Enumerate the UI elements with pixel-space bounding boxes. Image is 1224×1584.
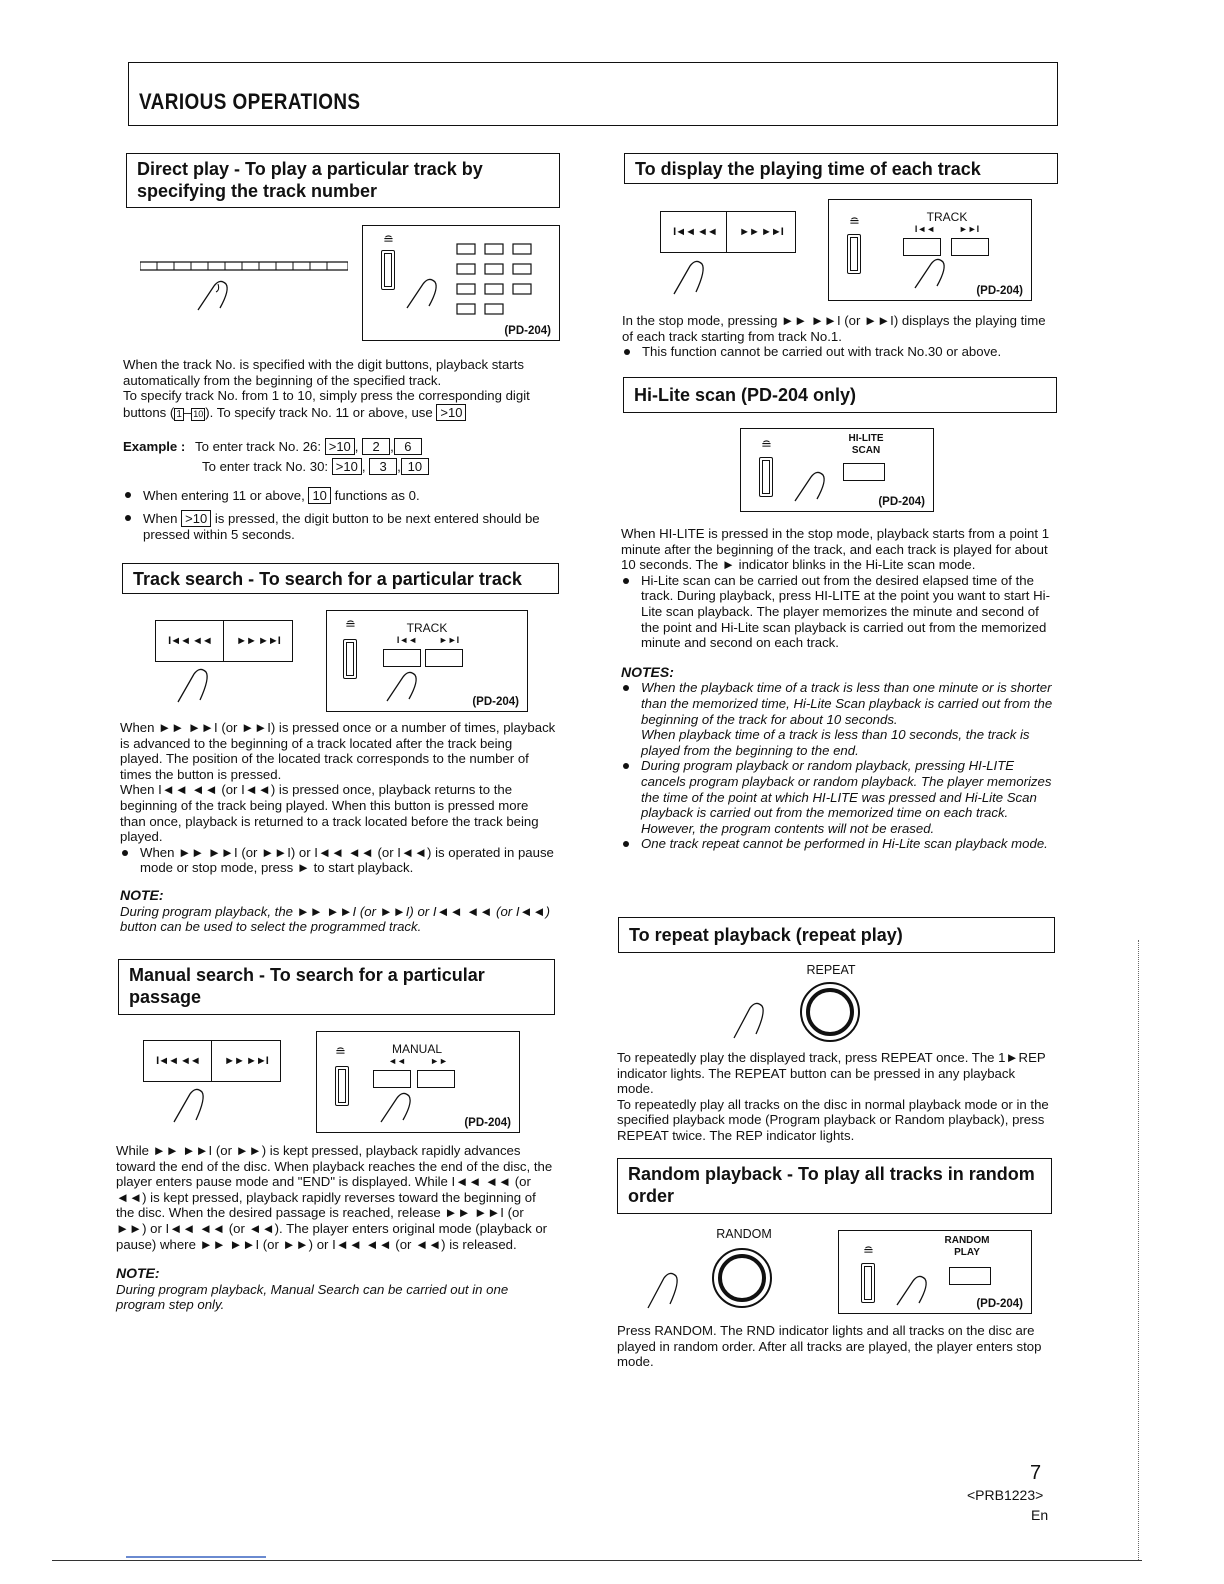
skip-forward-button: ►► ►►I bbox=[726, 211, 796, 253]
display-time-heading: To display the playing time of each track bbox=[624, 153, 1058, 184]
list-item: This function cannot be carried out with track No.30 or above. bbox=[622, 344, 1058, 360]
list-item: When ►► ►►I (or ►►I) or I◄◄ ◄◄ (or I◄◄) is operated in pause mode or stop mode, press ► to start playback. bbox=[120, 845, 557, 876]
model-tag: (PD-204) bbox=[504, 325, 551, 337]
pointing-finger-icon bbox=[196, 278, 236, 312]
hilite-scan-key bbox=[843, 463, 885, 481]
model-tag: (PD-204) bbox=[976, 1298, 1023, 1310]
hilite-panel bbox=[740, 428, 934, 512]
manual-search-body bbox=[116, 1143, 554, 1313]
skip-back-button: I◄◄ ◄◄ bbox=[155, 620, 225, 662]
track-search-body bbox=[120, 720, 557, 935]
manual-search-heading: Manual search - To search for a particular passage bbox=[118, 959, 555, 1015]
manual-rew-key bbox=[373, 1070, 411, 1088]
panel-label: TRACK bbox=[926, 210, 968, 224]
digit-keypad-icon bbox=[455, 242, 539, 318]
track-prev-key bbox=[383, 649, 421, 667]
skip-buttons bbox=[155, 620, 293, 662]
pointing-finger-icon bbox=[405, 276, 445, 310]
eject-icon: ≘ bbox=[849, 214, 860, 229]
display-time-p1: In the stop mode, pressing ►► ►►I (or ►►I) displays the playing time of each track starting from track No.1. bbox=[622, 313, 1046, 344]
page-title: VARIOUS OPERATIONS bbox=[139, 89, 361, 114]
track-search-p2: When I◄◄ ◄◄ (or I◄◄) is pressed once, playback returns to the beginning of the track being played. When this button is pressed more than once, playback is returned to a track located before the track being played. bbox=[120, 782, 539, 845]
scan-edge-line bbox=[1138, 940, 1139, 1560]
page-header bbox=[128, 62, 1058, 126]
manual-search-p1: While ►► ►►I (or ►►) is kept pressed, playback rapidly advances toward the end of the disc. When playback reaches the end of the disc, the player enters pause mode and "END" is displayed. While I◄◄ ◄◄ (or ◄◄) is kept pressed, playback rapidly reverses toward the beginning of the disc. When the desired passage is reached, release ►► ►►I (or ►►) or I◄◄ ◄◄ (or ◄◄). The player enters original mode (playback or pause) where ►► ►►I (or ►►) or I◄◄ ◄◄ (or ◄◄) is released. bbox=[116, 1143, 553, 1252]
pointing-finger-icon bbox=[385, 669, 425, 703]
track-next-key bbox=[425, 649, 463, 667]
list-item: Hi-Lite scan can be carried out from the desired elapsed time of the track. During playback, press HI-LITE at the point you want to start Hi-Lite scan playback. The player memorizes the minute and second of the point and Hi-Lite scan playback is carried out from the memorized minute and second on each track. bbox=[621, 573, 1058, 651]
display-time-body bbox=[622, 313, 1058, 360]
skip-forward-icon: ►►I bbox=[958, 224, 980, 234]
list-item: One track repeat cannot be performed in Hi-Lite scan playback mode. bbox=[621, 836, 1058, 852]
eject-icon: ≘ bbox=[345, 617, 356, 632]
pointing-finger-icon bbox=[793, 469, 833, 503]
panel-label: RANDOM PLAY bbox=[944, 1235, 990, 1258]
random-panel bbox=[838, 1230, 1032, 1314]
model-tag: (PD-204) bbox=[472, 696, 519, 708]
list-item: When the playback time of a track is less than one minute or is shorter than the memorized time, Hi-Lite Scan playback is carried out from the beginning of the track for about 10 seconds. When playback time of a track is less than 10 seconds, the track is played from the beginning to the end. bbox=[621, 680, 1058, 758]
pointing-finger-icon bbox=[176, 666, 216, 704]
panel-label: MANUAL bbox=[391, 1042, 442, 1056]
random-body bbox=[617, 1323, 1053, 1370]
digit-buttons-illustration bbox=[140, 258, 348, 270]
note-label: NOTE: bbox=[116, 1265, 160, 1282]
model-tag: (PD-204) bbox=[976, 285, 1023, 297]
repeat-body bbox=[617, 1050, 1053, 1144]
direct-play-p2: To specify track No. from 1 to 10, simply press the corresponding digit buttons ( 1 – 10 ). To specify track No. 11 or above, use >10 bbox=[123, 388, 530, 420]
disc-slot bbox=[759, 457, 773, 497]
disc-slot bbox=[343, 639, 357, 679]
random-play-key bbox=[949, 1267, 991, 1285]
list-item: When >10 is pressed, the digit button to be next entered should be pressed within 5 seconds. bbox=[123, 510, 560, 543]
repeat-heading: To repeat playback (repeat play) bbox=[618, 917, 1055, 953]
direct-play-bullets bbox=[123, 487, 560, 543]
key-gt10: >10 bbox=[436, 404, 466, 421]
repeat-button-illustration bbox=[732, 978, 864, 1044]
time-prev-key bbox=[903, 238, 941, 256]
skip-back-icon: I◄◄ bbox=[914, 224, 936, 234]
bottom-accent-rule bbox=[126, 1556, 266, 1558]
hilite-body bbox=[621, 526, 1058, 852]
list-item: When entering 11 or above, 10 functions as 0. bbox=[123, 487, 560, 504]
direct-play-example: Example : To enter track No. 26: >10 , 2 , 6 To enter track No. 30: >10 , 3 , 10 bbox=[123, 438, 560, 478]
eject-icon: ≘ bbox=[335, 1044, 346, 1059]
language-tag: En bbox=[1031, 1507, 1049, 1523]
random-heading: Random playback - To play all tracks in random order bbox=[617, 1158, 1052, 1214]
pointing-finger-icon bbox=[913, 256, 953, 290]
direct-play-p1: When the track No. is specified with the digit buttons, playback starts automatically from the beginning of the specified track. bbox=[123, 357, 524, 388]
track-search-p1: When ►► ►►I (or ►►I) is pressed once or a number of times, playback is advanced to the beginning of a track located after the track being played. The position of the located track corresponds to the number of times the button is pressed. bbox=[120, 720, 556, 782]
eject-icon: ≘ bbox=[383, 232, 394, 247]
skip-back-icon: I◄◄ bbox=[396, 635, 418, 645]
fast-forward-button: ►► ►►I bbox=[211, 1040, 281, 1082]
note-label: NOTE: bbox=[120, 886, 164, 903]
display-time-panel bbox=[828, 199, 1032, 301]
page-number: 7 bbox=[1030, 1462, 1042, 1484]
disc-slot bbox=[335, 1066, 349, 1106]
model-tag: (PD-204) bbox=[464, 1117, 511, 1129]
random-button-illustration bbox=[646, 1244, 776, 1314]
document-code: <PRB1223> bbox=[967, 1487, 1044, 1503]
manual-ff-key bbox=[417, 1070, 455, 1088]
scan-buttons bbox=[143, 1040, 281, 1082]
direct-play-panel bbox=[362, 225, 560, 341]
bottom-rule bbox=[52, 1560, 1142, 1561]
disc-slot bbox=[861, 1263, 875, 1303]
skip-back-button: I◄◄ ◄◄ bbox=[660, 211, 730, 253]
skip-forward-button: ►► ►►I bbox=[223, 620, 293, 662]
repeat-label: REPEAT bbox=[806, 963, 856, 977]
panel-label: HI-LITE SCAN bbox=[848, 433, 884, 456]
pointing-finger-icon bbox=[895, 1273, 935, 1307]
rewind-button: I◄◄ ◄◄ bbox=[143, 1040, 213, 1082]
direct-play-heading: Direct play - To play a particular track by specifying the track number bbox=[126, 153, 560, 208]
disc-slot bbox=[847, 234, 861, 274]
rewind-icon: ◄◄ bbox=[388, 1056, 406, 1066]
list-item: During program playback or random playback, pressing HI-LITE cancels program playback or random playback. The player memorizes the time of the point at which HI-LITE was pressed and Hi-Lite Scan playback is carried out from the memorized time on each track. However, the program contents will not be erased. bbox=[621, 758, 1058, 836]
skip-buttons bbox=[660, 211, 796, 253]
track-search-note: During program playback, the ►► ►►I (or ►►I) or I◄◄ ◄◄ (or I◄◄) button can be used to select the programmed track. bbox=[120, 903, 550, 935]
disc-slot bbox=[381, 250, 395, 290]
model-tag: (PD-204) bbox=[878, 496, 925, 508]
direct-play-body bbox=[123, 357, 560, 421]
hilite-p1: When HI-LITE is pressed in the stop mode, playback starts from a point 1 minute after the beginning of the track, and each track is played for about 10 seconds. The ► indicator blinks in the Hi-Lite scan mode. bbox=[621, 526, 1050, 573]
hilite-heading: Hi-Lite scan (PD-204 only) bbox=[623, 377, 1057, 413]
pointing-finger-icon bbox=[172, 1086, 212, 1124]
panel-label: TRACK bbox=[406, 621, 448, 635]
time-next-key bbox=[951, 238, 989, 256]
random-label: RANDOM bbox=[716, 1227, 772, 1241]
track-search-heading: Track search - To search for a particular track bbox=[122, 563, 559, 594]
eject-icon: ≘ bbox=[761, 437, 772, 452]
track-search-panel bbox=[326, 610, 528, 712]
skip-forward-icon: ►►I bbox=[438, 635, 460, 645]
fast-forward-icon: ►► bbox=[430, 1056, 448, 1066]
notes-label: NOTES: bbox=[621, 663, 674, 680]
repeat-p2: To repeatedly play all tracks on the disc in normal playback mode or in the specified playback mode (Program playback or Random playback), press REPEAT twice. The REP indicator lights. bbox=[617, 1096, 1049, 1143]
repeat-p1: To repeatedly play the displayed track, press REPEAT once. The 1►REP indicator lights. The REPEAT button can be pressed in any playback mode. bbox=[617, 1050, 1046, 1097]
pointing-finger-icon bbox=[379, 1090, 419, 1124]
random-p1: Press RANDOM. The RND indicator lights and all tracks on the disc are played in random order. After all tracks are played, the player enters stop mode. bbox=[617, 1323, 1042, 1370]
manual-search-note: During program playback, Manual Search can be carried out in one program step only. bbox=[116, 1281, 509, 1313]
manual-search-panel bbox=[316, 1031, 520, 1133]
eject-icon: ≘ bbox=[863, 1243, 874, 1258]
pointing-finger-icon bbox=[672, 258, 712, 296]
